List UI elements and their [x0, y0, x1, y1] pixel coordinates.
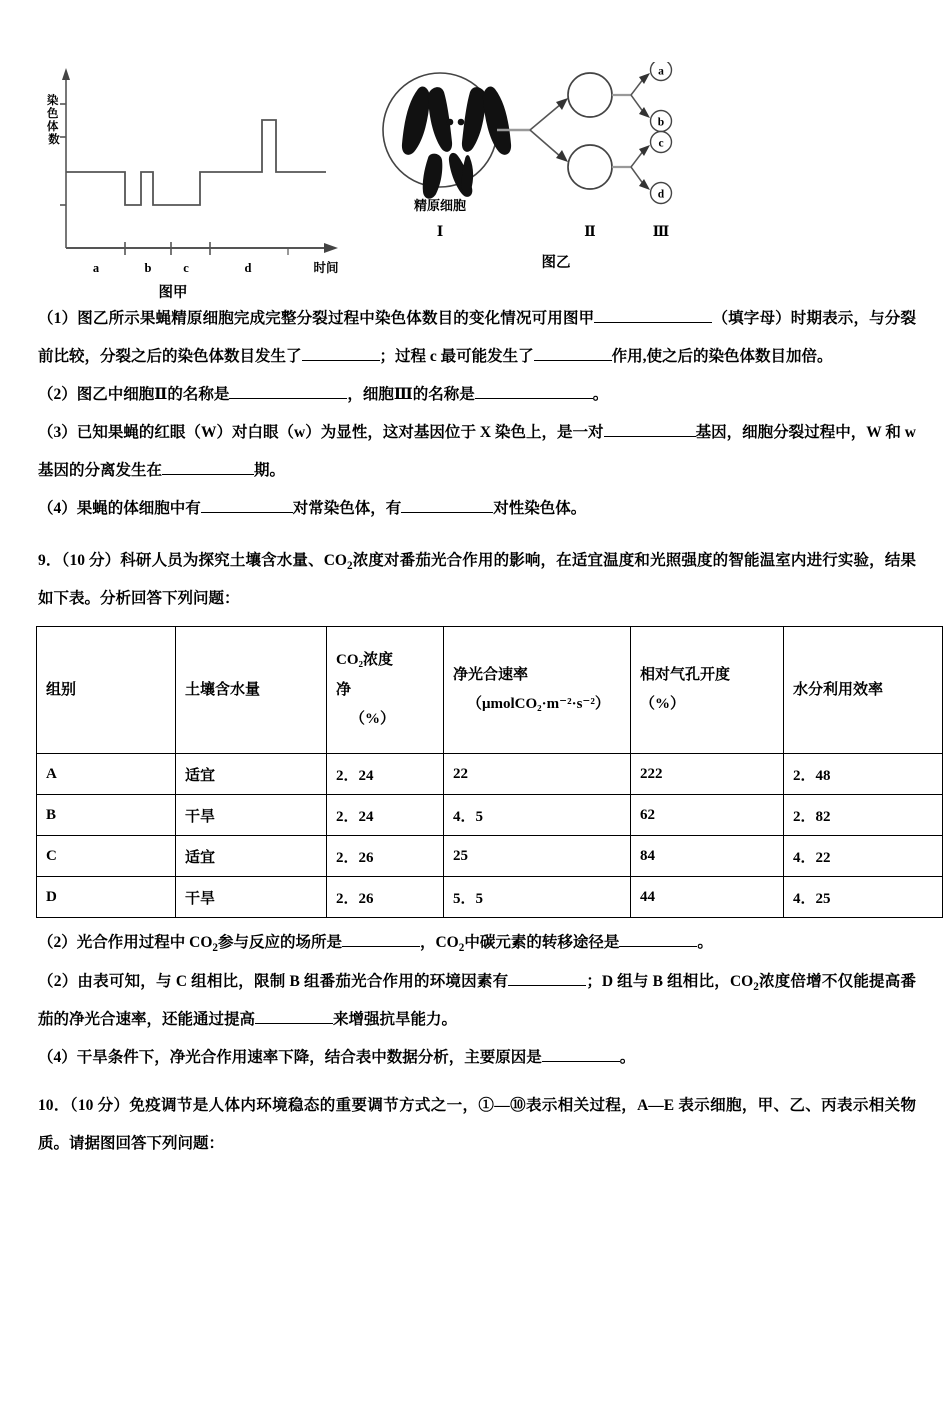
table-header-row	[37, 627, 943, 754]
cell-stomatal-opening: 44	[631, 877, 784, 918]
q9-stem-a: 9．（10 分）科研人员为探究土壤含水量、CO	[38, 551, 347, 569]
q8-part2	[38, 376, 916, 414]
answer-blank[interactable]	[508, 969, 586, 986]
q9-p2-b: ；D 组与 B 组相比，CO	[586, 972, 754, 990]
cell-stomatal-opening: 222	[631, 754, 784, 795]
q9-stem	[38, 542, 916, 618]
header-line: （μmolCO₂·m⁻²·s⁻²）	[467, 696, 610, 713]
y-axis-label: 染 色 体 数	[46, 95, 60, 146]
q9-p2-sub: 2	[753, 980, 759, 993]
cell-net-photosynthesis: 4．5	[444, 795, 631, 836]
exam-page	[0, 60, 950, 1404]
cell-soil-water: 干旱	[176, 795, 327, 836]
cell-group: C	[37, 836, 176, 877]
cell-stomatal-opening: 84	[631, 836, 784, 877]
q9-stem-subscript: 2	[346, 559, 353, 572]
q9-part1	[38, 924, 916, 962]
q9-part2	[38, 963, 916, 1039]
cell-water-use-efficiency: 2．82	[784, 795, 943, 836]
q9-p2-c: 浓度倍增不仅能提高番茄的净光合速率，还能通过提高	[38, 972, 916, 1029]
answer-blank[interactable]	[162, 458, 254, 475]
answer-blank[interactable]	[542, 1046, 620, 1063]
answer-blank[interactable]	[229, 382, 347, 399]
q9-p1-d: 中碳元素的转移途径是	[464, 934, 620, 952]
answer-blank[interactable]	[475, 382, 593, 399]
cell-net-photosynthesis: 22	[444, 754, 631, 795]
q8-p3-text-c: 期。	[254, 461, 286, 479]
q9-p1-e: 。	[697, 934, 713, 952]
cell-stomatal-opening: 62	[631, 795, 784, 836]
q8-p4-text-c: 对性染色体。	[493, 499, 587, 517]
header-line: 相对气孔开度	[640, 666, 731, 683]
cell-net-photosynthesis: 25	[444, 836, 631, 877]
q9-part3	[38, 1039, 916, 1077]
q9-p1-c: ，CO	[419, 934, 459, 952]
answer-blank[interactable]	[619, 931, 697, 948]
answer-blank[interactable]	[401, 496, 493, 513]
q8-p3-text-a: （3）已知果蝇的红眼（W）对白眼（w）为显性，这对基因位于 X 染色上，是一对	[38, 423, 604, 441]
meiosis-lineage-diagram	[378, 62, 678, 300]
cell-water-use-efficiency: 4．25	[784, 877, 943, 918]
q8-p2-text-a: （2）图乙中细胞Ⅱ的名称是	[38, 385, 230, 403]
product-label-a: a	[658, 65, 664, 78]
answer-blank[interactable]	[342, 931, 420, 948]
cell-soil-water: 适宜	[176, 836, 327, 877]
q8-p4-text-b: 对常染色体，有	[292, 499, 402, 517]
q8-p1-text-a: （1）图乙所示果蝇精原细胞完成完整分裂过程中染色体数目的变化情况可用图甲	[38, 310, 595, 327]
q10-stem: 10．（10 分）免疫调节是人体内环境稳态的重要调节方式之一，①—⑩表示相关过程，A—E 表示细胞，甲、乙、丙表示相关物质。请据图回答下列问题：	[38, 1096, 916, 1152]
header-line: （%）	[640, 696, 686, 713]
x-tick-c: c	[183, 261, 189, 275]
stage-label-2: Ⅱ	[584, 224, 596, 239]
q9-p1-sub1: 2	[212, 942, 218, 955]
q9-p1-a: （2）光合作用过程中 CO	[38, 934, 213, 952]
answer-blank[interactable]	[594, 307, 712, 324]
q8-p1-text-c: ；过程 c 最可能发生了	[379, 347, 534, 365]
header-cell-stomatal-opening	[631, 627, 784, 754]
cell-co2: 2．26	[327, 836, 444, 877]
chromosome-count-chart	[38, 60, 368, 300]
cell-co2: 2．24	[327, 795, 444, 836]
answer-blank[interactable]	[255, 1008, 333, 1025]
product-label-d: d	[657, 188, 665, 201]
product-label-b: b	[657, 116, 665, 129]
cell-group: A	[37, 754, 176, 795]
q8-p4-text-a: （4）果蝇的体细胞中有	[38, 499, 201, 517]
q9-p3-b: 。	[619, 1049, 636, 1067]
cell-figure-yi	[378, 62, 678, 300]
answer-blank[interactable]	[604, 420, 696, 437]
q8-p2-text-c: 。	[592, 385, 609, 403]
cell-soil-water: 干旱	[176, 877, 327, 918]
cell-co2: 2．24	[327, 754, 444, 795]
q8-p2-text-b: ，细胞Ⅲ的名称是	[347, 385, 475, 403]
q8-part4	[38, 490, 916, 528]
spermatogonium-label: 精原细胞	[413, 198, 467, 213]
q8-p3-text-b: 基因，细胞分裂过程中，W 和 w 基因的分离发生在	[38, 423, 916, 479]
table-row	[37, 795, 943, 836]
secondary-cell-bottom	[568, 145, 612, 189]
cell-water-use-efficiency: 2．48	[784, 754, 943, 795]
cell-net-photosynthesis: 5．5	[444, 877, 631, 918]
header-cell-net-photosynthesis	[444, 627, 631, 754]
header-cell-soil-water	[176, 627, 327, 754]
header-line: 土壤含水量	[185, 681, 261, 698]
header-line: 净光合速率	[453, 666, 529, 683]
q9-p1-sub2: 2	[458, 942, 465, 955]
q9-p3-a: （4）干旱条件下，净光合作用速率下降，结合表中数据分析，主要原因是	[38, 1049, 542, 1067]
q9-p2-d: 来增强抗旱能力。	[333, 1011, 458, 1029]
q9-p2-a: （2）由表可知，与 C 组相比，限制 B 组番茄光合作用的环境因素有	[38, 972, 509, 990]
header-cell-co2	[327, 627, 444, 754]
cell-group: B	[37, 795, 176, 836]
secondary-cell-top	[568, 73, 612, 117]
x-tick-b: b	[144, 261, 152, 275]
figure-caption-jia: 图甲	[158, 285, 188, 300]
x-tick-d: d	[244, 261, 252, 275]
q8-part3	[38, 414, 916, 490]
table-row	[37, 836, 943, 877]
header-line: 水分利用效率	[793, 681, 884, 698]
x-axis-label: 时间	[313, 261, 339, 275]
x-tick-a: a	[92, 261, 100, 275]
figure-block	[38, 60, 670, 300]
q8-p1-text-d: 作用,使之后的染色体数目加倍。	[611, 347, 833, 365]
table-row	[37, 754, 943, 795]
answer-blank[interactable]	[534, 344, 612, 361]
cell-group: D	[37, 877, 176, 918]
header-line: CO₂浓度	[336, 652, 393, 669]
q8-p1-text-b: （填字母）时期表示，与分裂前比较，分裂之后的染色体数目发生了	[38, 310, 916, 365]
header-cell-water-use-efficiency	[784, 627, 943, 754]
product-label-c: c	[658, 137, 664, 150]
header-line: 净	[336, 681, 352, 698]
cell-water-use-efficiency: 4．22	[784, 836, 943, 877]
answer-blank[interactable]	[201, 496, 293, 513]
cell-soil-water: 适宜	[176, 754, 327, 795]
header-cell-group	[37, 627, 176, 754]
figure-caption-yi: 图乙	[541, 255, 571, 271]
header-line: 组别	[46, 681, 77, 698]
chart-figure-jia	[38, 60, 368, 300]
q8-part1	[38, 300, 916, 376]
q9-p1-b: 参与反应的场所是	[217, 934, 342, 952]
stage-label-1: Ⅰ	[436, 224, 444, 239]
stage-label-3: Ⅲ	[652, 224, 670, 239]
photosynthesis-data-table	[36, 626, 943, 918]
header-line: （%）	[350, 710, 396, 727]
cell-co2: 2．26	[327, 877, 444, 918]
table-row	[37, 877, 943, 918]
answer-blank[interactable]	[302, 344, 380, 361]
q9-stem-b: 浓度对番茄光合作用的影响，在适宜温度和光照强度的智能温室内进行实验，结果如下表。分析回答下列问题：	[38, 551, 916, 608]
